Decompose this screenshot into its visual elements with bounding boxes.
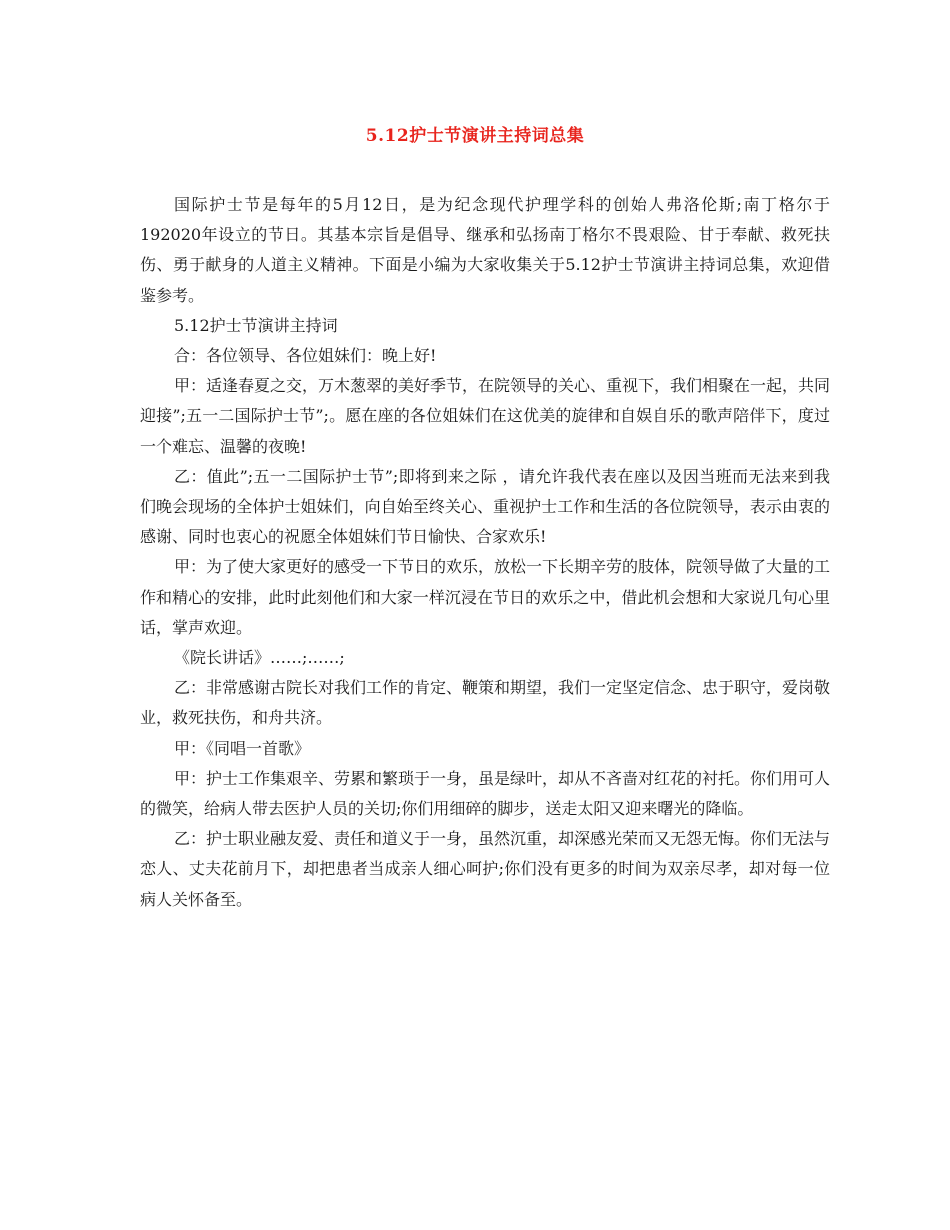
paragraph: 甲：《同唱一首歌》 [174,738,311,758]
paragraph: 《院长讲话》……;……; [174,648,345,668]
paragraph: 乙：护士职业融友爱、责任和道义于一身，虽然沉重，却深感光荣而又无怨无悔。你们无法与恋人、丈夫花前月下，却把患者当成亲人细心呵护;你们没有更多的时间为双亲尽孝，却对每一位病人关怀备至。 [140,829,831,909]
paragraph-greeting: 合：各位领导、各位姐妹们：晚上好! [174,346,437,366]
paragraph: 乙：非常感谢古院长对我们工作的肯定、鞭策和期望，我们一定坚定信念、忠于职守，爱岗敬业，救死扶伤，和舟共济。 [140,678,831,728]
document-body [140,190,830,915]
paragraph: 甲：适逢春夏之交，万木葱翠的美好季节，在院领导的关心、重视下，我们相聚在一起，共同迎接”;五一二国际护士节”;。愿在座的各位姐妹们在这优美的旋律和自娱自乐的歌声陪伴下，度过一个难忘、温馨的夜晚! [140,376,831,456]
paragraph: 甲：为了使大家更好的感受一下节日的欢乐，放松一下长期辛劳的肢体，院领导做了大量的工作和精心的安排，此时此刻他们和大家一样沉浸在节日的欢乐之中，借此机会想和大家说几句心里话，掌声欢迎。 [140,557,831,637]
paragraph-intro: 国际护士节是每年的5月12日，是为纪念现代护理学科的创始人弗洛伦斯;南丁格尔于192020年设立的节日。其基本宗旨是倡导、继承和弘扬南丁格尔不畏艰险、甘于奉献、救死扶伤、勇于献身的人道主义精神。下面是小编为大家收集关于5.12护士节演讲主持词总集，欢迎借鉴参考。 [140,195,830,305]
paragraph-subtitle: 5.12护士节演讲主持词 [174,315,338,335]
paragraph: 甲：护士工作集艰辛、劳累和繁琐于一身，虽是绿叶，却从不吝啬对红花的衬托。你们用可人的微笑，给病人带去医护人员的关切;你们用细碎的脚步，送走太阳又迎来曙光的降临。 [140,768,831,819]
document-title: 5.12护士节演讲主持词总集 [365,126,585,146]
paragraph: 乙：值此”;五一二国际护士节”;即将到来之际 ，请允许我代表在座以及因当班而无法来到我们晚会现场的全体护士姐妹们，向自始至终关心、重视护士工作和生活的各位院领导，表示由衷的感谢、同时也衷心的祝愿全体姐妹们节日愉快、合家欢乐! [140,466,830,547]
